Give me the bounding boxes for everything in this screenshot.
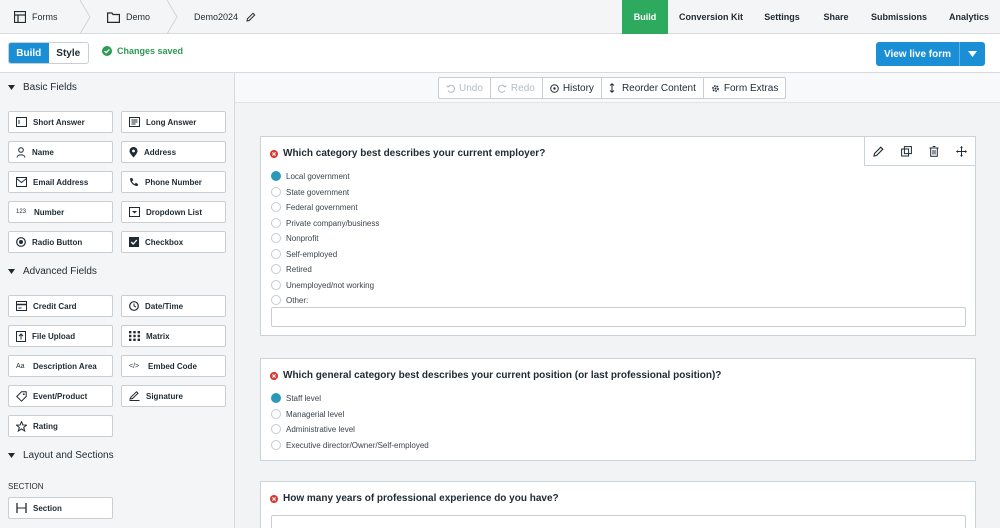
radio-selected[interactable]	[271, 393, 281, 403]
field-matrix[interactable]	[121, 325, 226, 347]
option-label: Other:	[286, 295, 309, 305]
section-group-label: SECTION	[8, 482, 44, 491]
question-card[interactable]	[260, 481, 976, 528]
field-label: Description Area	[33, 361, 97, 371]
option-label: Retired	[286, 264, 312, 274]
form-canvas	[235, 73, 1000, 528]
radio-unselected[interactable]	[271, 264, 281, 274]
radio-option[interactable]	[271, 295, 308, 305]
question-text: How many years of professional experience do you have?	[283, 493, 559, 504]
form-extras-label: Form Extras	[723, 82, 779, 94]
breadcrumb-demo[interactable]	[107, 0, 150, 34]
gear-icon	[711, 84, 720, 93]
canvas-toolbar	[235, 73, 1000, 103]
field-label: Matrix	[146, 331, 170, 341]
radio-icon	[16, 237, 26, 247]
field-label: Rating	[33, 421, 58, 431]
question-actions	[864, 136, 976, 166]
undo-icon	[446, 84, 455, 93]
nav-build[interactable]: Build	[622, 0, 668, 34]
dropdown-icon	[129, 207, 140, 217]
radio-option[interactable]	[271, 424, 355, 434]
breadcrumb-label: Demo	[126, 12, 151, 22]
question-title	[270, 493, 559, 504]
field-label: Long Answer	[146, 117, 197, 127]
duplicate-icon[interactable]	[901, 146, 912, 157]
basic-fields-header[interactable]	[8, 82, 77, 93]
checkbox-icon	[129, 237, 139, 247]
radio-unselected[interactable]	[271, 218, 281, 228]
field-address[interactable]	[121, 141, 226, 163]
top-bar	[0, 0, 1000, 34]
field-label: Phone Number	[145, 177, 202, 187]
trash-icon[interactable]	[929, 146, 939, 157]
field-number[interactable]	[8, 201, 113, 223]
required-icon	[270, 372, 278, 380]
check-circle-icon	[102, 46, 112, 56]
history-icon	[550, 84, 559, 93]
breadcrumb-separator	[165, 0, 179, 34]
radio-option[interactable]	[271, 264, 312, 274]
email-icon	[16, 177, 27, 187]
section-title: Advanced Fields	[23, 266, 97, 277]
option-label: Staff level	[286, 393, 321, 403]
radio-option[interactable]	[271, 280, 374, 290]
field-date-time[interactable]	[121, 295, 226, 317]
field-label: Date/Time	[145, 301, 184, 311]
reorder-arrows-icon	[609, 83, 615, 93]
field-label: Name	[32, 147, 54, 157]
answer-text-input[interactable]	[271, 515, 966, 528]
question-text: Which general category best describes your current position (or last professional position)?	[283, 370, 722, 381]
option-label: Private company/business	[286, 218, 380, 228]
option-label: Nonprofit	[286, 233, 319, 243]
short-answer-icon	[16, 117, 27, 127]
question-card[interactable]	[260, 358, 976, 461]
layout-sections-header[interactable]	[8, 450, 114, 461]
breadcrumb-form-name[interactable]	[194, 0, 256, 34]
redo-icon	[498, 84, 507, 93]
section-title: Layout and Sections	[23, 450, 114, 461]
radio-unselected[interactable]	[271, 280, 281, 290]
radio-unselected[interactable]	[271, 249, 281, 259]
radio-option[interactable]	[271, 187, 349, 197]
sub-bar	[0, 34, 1000, 73]
required-icon	[270, 495, 278, 503]
option-label: Self-employed	[286, 249, 338, 259]
undo-label: Undo	[459, 82, 483, 94]
field-label: Radio Button	[32, 237, 83, 247]
nav-submissions[interactable]: Submissions	[870, 12, 927, 22]
edit-pencil-icon[interactable]	[873, 146, 884, 157]
form-extras-button[interactable]	[704, 78, 785, 98]
field-event-product[interactable]	[8, 385, 113, 407]
radio-option[interactable]	[271, 393, 321, 403]
field-name[interactable]	[8, 141, 113, 163]
field-label: Number	[34, 207, 65, 217]
field-label: Embed Code	[148, 361, 197, 371]
tag-icon	[16, 391, 27, 402]
option-label: Executive director/Owner/Self-employed	[286, 440, 429, 450]
file-upload-icon	[16, 331, 26, 342]
signature-icon	[129, 391, 140, 401]
field-radio-button[interactable]	[8, 231, 113, 253]
save-status	[102, 46, 183, 56]
field-label: Email Address	[33, 177, 89, 187]
radio-option[interactable]	[271, 202, 358, 212]
description-icon: Aa	[16, 362, 25, 370]
breadcrumb-forms[interactable]	[14, 0, 58, 34]
option-label: Unemployed/not working	[286, 280, 375, 290]
nav-share[interactable]: Share	[823, 12, 849, 22]
option-label: Administrative level	[286, 424, 355, 434]
field-checkbox[interactable]	[121, 231, 226, 253]
radio-option[interactable]	[271, 440, 429, 450]
field-signature[interactable]	[121, 385, 226, 407]
radio-option[interactable]	[271, 171, 350, 181]
section-title: Basic Fields	[23, 82, 77, 93]
nav-analytics[interactable]: Analytics	[948, 12, 990, 22]
credit-card-icon	[16, 301, 27, 311]
option-label: Federal government	[286, 202, 358, 212]
field-email-address[interactable]	[8, 171, 113, 193]
field-description-area[interactable]	[8, 355, 113, 377]
folder-icon	[107, 12, 120, 23]
required-icon	[270, 150, 278, 158]
pencil-icon[interactable]	[246, 12, 256, 22]
reorder-content-button[interactable]	[602, 78, 704, 98]
reorder-label: Reorder Content	[621, 82, 696, 94]
radio-unselected[interactable]	[271, 187, 281, 197]
radio-unselected[interactable]	[271, 409, 281, 419]
radio-option[interactable]	[271, 218, 379, 228]
option-label: Managerial level	[286, 409, 345, 419]
field-label: Checkbox	[145, 237, 184, 247]
matrix-icon	[129, 331, 140, 341]
field-label: File Upload	[32, 331, 76, 341]
section-icon	[16, 503, 27, 513]
nav-settings[interactable]: Settings	[764, 12, 800, 22]
move-icon[interactable]	[956, 146, 967, 157]
breadcrumb-label: Forms	[32, 12, 58, 22]
field-long-answer[interactable]	[121, 111, 226, 133]
history-label: History	[562, 82, 594, 94]
field-short-answer[interactable]	[8, 111, 113, 133]
field-phone-number[interactable]	[121, 171, 226, 193]
field-embed-code[interactable]	[121, 355, 226, 377]
toolbar-group	[438, 77, 786, 99]
undo-button[interactable]	[439, 78, 491, 98]
caret-down-icon	[8, 269, 15, 274]
person-icon	[16, 147, 26, 158]
field-rating[interactable]	[8, 415, 113, 437]
clock-icon	[129, 301, 139, 311]
redo-button[interactable]	[491, 78, 543, 98]
save-status-text: Changes saved	[117, 46, 184, 56]
redo-label: Redo	[510, 82, 535, 94]
question-card[interactable]	[260, 136, 976, 336]
number-icon: 123	[16, 209, 27, 215]
question-title	[270, 148, 545, 159]
field-section[interactable]	[8, 497, 113, 519]
field-credit-card[interactable]	[8, 295, 113, 317]
field-file-upload[interactable]	[8, 325, 113, 347]
code-icon: </>	[129, 362, 140, 370]
field-sidebar	[0, 73, 235, 528]
radio-option[interactable]	[271, 233, 318, 243]
phone-icon	[129, 177, 139, 187]
radio-unselected[interactable]	[271, 295, 281, 305]
build-mode-button[interactable]: Build	[9, 43, 49, 63]
option-label: Local government	[286, 171, 350, 181]
breadcrumb-separator	[78, 0, 92, 34]
mode-toggle	[8, 42, 89, 64]
radio-unselected[interactable]	[271, 233, 281, 243]
field-label: Dropdown List	[146, 207, 202, 217]
advanced-fields-header[interactable]	[8, 266, 97, 277]
field-label: Event/Product	[33, 391, 88, 401]
field-label: Credit Card	[33, 301, 77, 311]
style-mode-button[interactable]: Style	[56, 47, 81, 59]
view-live-form-button[interactable]	[876, 42, 985, 66]
radio-unselected[interactable]	[271, 424, 281, 434]
other-text-input[interactable]	[271, 307, 966, 327]
field-dropdown-list[interactable]	[121, 201, 226, 223]
nav-conversion-kit[interactable]: Conversion Kit	[678, 12, 743, 22]
long-answer-icon	[129, 117, 140, 127]
radio-selected[interactable]	[271, 171, 281, 181]
field-label: Address	[144, 147, 177, 157]
radio-unselected[interactable]	[271, 440, 281, 450]
field-label: Section	[33, 503, 62, 513]
view-live-form-label[interactable]: View live form	[876, 42, 960, 66]
caret-down-icon	[8, 453, 15, 458]
form-name: Demo2024	[194, 12, 239, 22]
caret-down-icon[interactable]	[960, 42, 985, 66]
history-button[interactable]	[543, 78, 602, 98]
question-title	[270, 370, 721, 381]
radio-unselected[interactable]	[271, 202, 281, 212]
field-label: Signature	[146, 391, 183, 401]
radio-option[interactable]	[271, 249, 337, 259]
option-label: State government	[286, 187, 350, 197]
caret-down-icon	[8, 85, 15, 90]
star-icon	[16, 421, 27, 432]
location-pin-icon	[129, 147, 138, 158]
field-label: Short Answer	[33, 117, 85, 127]
grid-form-icon	[14, 11, 26, 23]
question-text: Which category best describes your current employer?	[283, 148, 546, 159]
radio-option[interactable]	[271, 409, 344, 419]
